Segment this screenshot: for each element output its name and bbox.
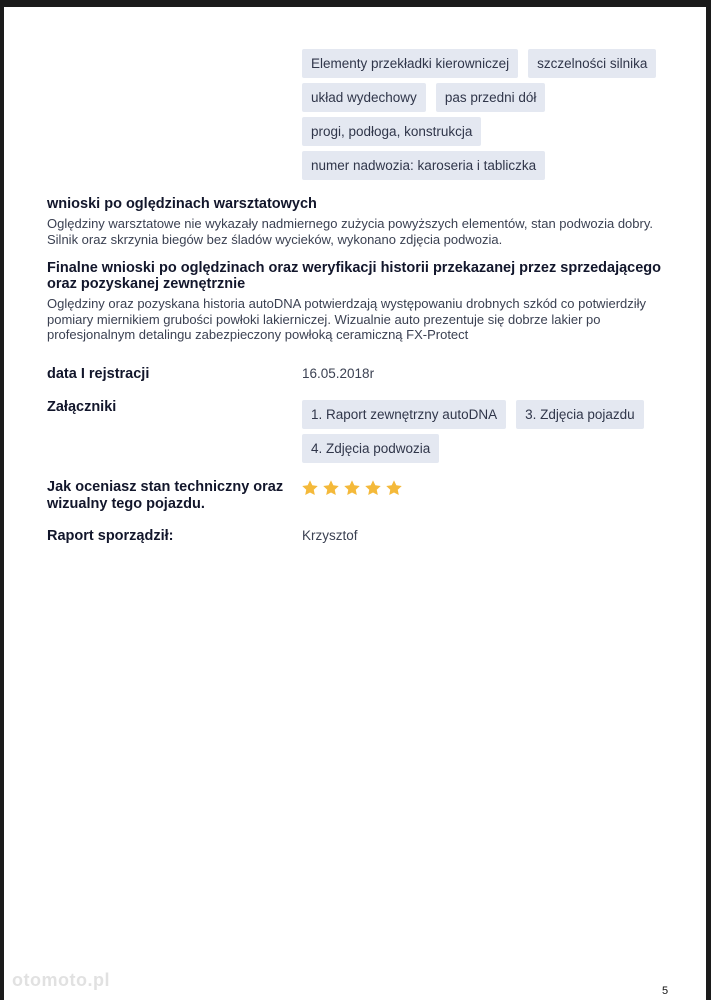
registration-date-value: 16.05.2018r: [302, 366, 375, 381]
report-author-label: Raport sporządził:: [47, 528, 174, 544]
star-icon: [343, 479, 361, 497]
watermark-logo: otomoto.pl: [12, 970, 110, 990]
tag-item: Elementy przekładki kierowniczej: [302, 49, 518, 78]
star-icon: [385, 479, 403, 497]
attachments-list: [302, 400, 672, 463]
tag-item: progi, podłoga, konstrukcja: [302, 117, 481, 146]
final-conclusions-title: Finalne wnioski po oględzinach oraz weryfikacji historii przekazanej przez sprzedającego oraz pozyskanej zewnętrznie: [47, 260, 662, 292]
star-icon: [301, 479, 319, 497]
attachment-autodna-report[interactable]: 1. Raport zewnętrzny autoDNA: [302, 400, 506, 429]
tag-item: pas przedni dół: [436, 83, 546, 112]
final-conclusions-text: Oględziny oraz pozyskana historia autoDNA potwierdzają występowaniu drobnych szkód co potwierdziły pomiary miernikiem grubości powłoki lakierniczej. Wizualnie auto prezentuje się dobrze lakier po profesjonalnym detalingu zabezpieczony powłoką ceramiczną FX-Protect: [47, 296, 647, 342]
rating-question: Jak oceniasz stan techniczny oraz wizualny tego pojazdu.: [47, 479, 284, 512]
report-author-value: Krzysztof: [302, 528, 358, 543]
registration-date-label: data I rejstracji: [47, 366, 150, 382]
star-icon: [322, 479, 340, 497]
rating-stars: [301, 479, 403, 497]
tag-item: układ wydechowy: [302, 83, 426, 112]
attachments-label: Załączniki: [47, 399, 117, 415]
attachment-undercarriage-photos[interactable]: 4. Zdjęcia podwozia: [302, 434, 439, 463]
workshop-conclusions-text: Oględziny warsztatowe nie wykazały nadmiernego zużycia powyższych elementów, stan podwozia dobry. Silnik oraz skrzynia biegów bez śladów wycieków, wykonano zdjęcia podwozia.: [47, 216, 653, 247]
tag-item: numer nadwozia: karoseria i tabliczka: [302, 151, 545, 180]
star-icon: [364, 479, 382, 497]
inspected-elements-tags: [302, 49, 672, 180]
report-page: [4, 7, 706, 1000]
tag-item: szczelności silnika: [528, 49, 656, 78]
attachment-vehicle-photos[interactable]: 3. Zdjęcia pojazdu: [516, 400, 644, 429]
page-number: 5: [662, 985, 669, 997]
workshop-conclusions-title: wnioski po oględzinach warsztatowych: [47, 196, 317, 212]
